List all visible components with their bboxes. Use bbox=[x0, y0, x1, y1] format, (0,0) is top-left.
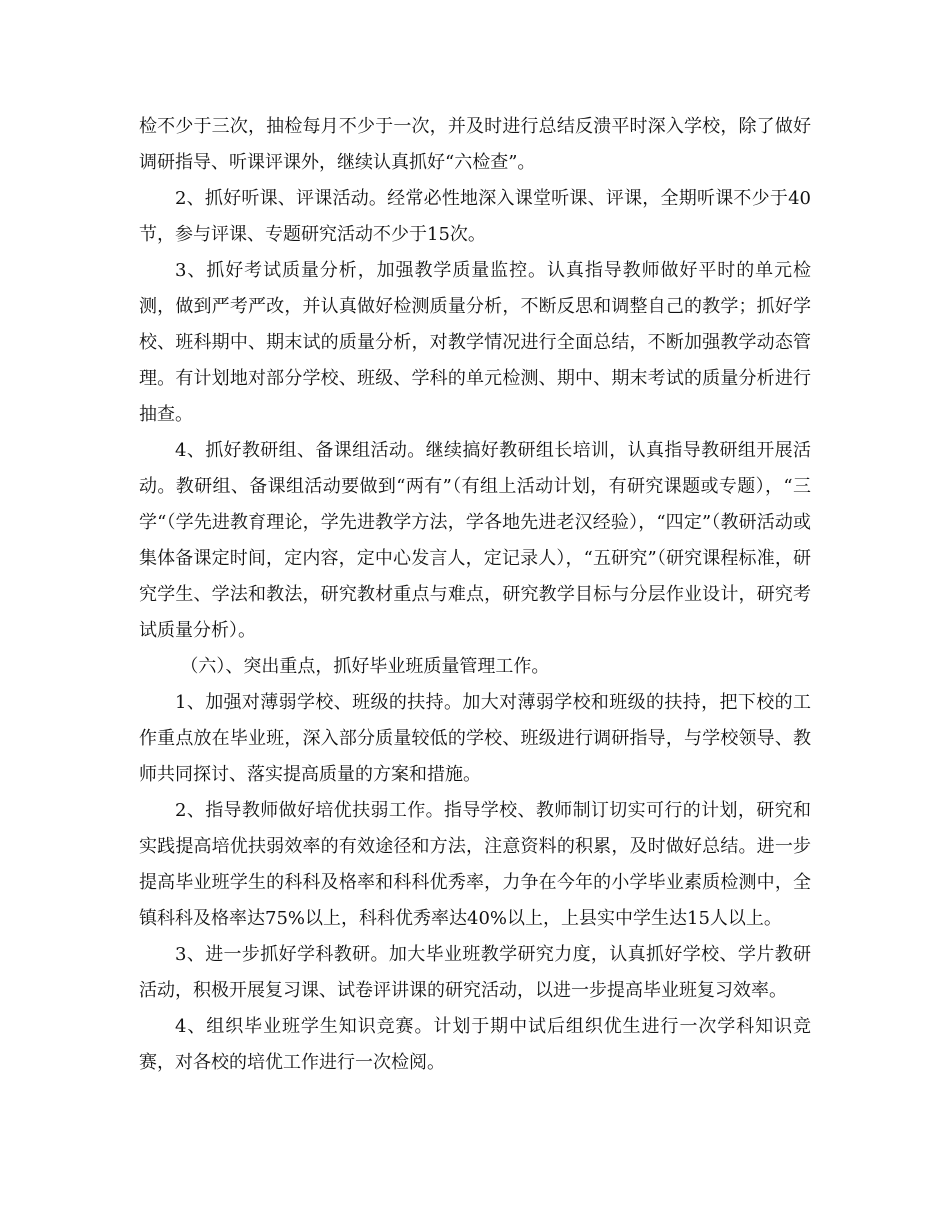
document-page bbox=[139, 109, 811, 1081]
paragraph-listening-evaluation: 2、抓好听课、评课活动。经常必性地深入课堂听课、评课，全期听课不少于40节，参与评课、专题研究活动不少于15次。 bbox=[139, 188, 811, 245]
paragraph-continued: 检不少于三次，抽检每月不少于一次，并及时进行总结反溃平时深入学校，除了做好调研指导、听课评课外，继续认真抓好“六检查”。 bbox=[139, 116, 811, 173]
paragraph-weak-schools-support: 1、加强对薄弱学校、班级的扶持。加大对薄弱学校和班级的扶持，把下校的工作重点放在毕业班，深入部分质量较低的学校、班级进行调研指导，与学校领导、教师共同探讨、落实提高质量的方案和措施。 bbox=[139, 692, 811, 785]
paragraph-subject-research: 3、进一步抓好学科教研。加大毕业班教学研究力度，认真抓好学校、学片教研活动，积极开展复习课、试卷评讲课的研究活动，以进一步提高毕业班复习效率。 bbox=[139, 944, 811, 1001]
section-heading-six: （六）、突出重点，抓好毕业班质量管理工作。 bbox=[180, 656, 550, 677]
paragraph-exam-analysis: 3、抓好考试质量分析，加强教学质量监控。认真指导教师做好平时的单元检测，做到严考严改，并认真做好检测质量分析，不断反思和调整自己的教学；抓好学校、班科期中、期末试的质量分析，对教学情况进行全面总结，不断加强教学动态管理。有计划地对部分学校、班级、学科的单元检测、期中、期末考试的质量分析进行抽查。 bbox=[139, 260, 811, 425]
paragraph-tutoring-work: 2、指导教师做好培优扶弱工作。指导学校、教师制订切实可行的计划，研究和实践提高培优扶弱效率的有效途径和方法，注意资料的积累，及时做好总结。进一步提高毕业班学生的科科及格率和科科优秀率，力争在今年的小学毕业素质检测中，全镇科科及格率达75%以上，科科优秀率达40%以上，上县实中学生达15人以上。 bbox=[139, 800, 811, 929]
paragraph-knowledge-contest: 4、组织毕业班学生知识竞赛。计划于期中试后组织优生进行一次学科知识竞赛，对各校的培优工作进行一次检阅。 bbox=[139, 1016, 811, 1073]
paragraph-teaching-groups: 4、抓好教研组、备课组活动。继续搞好教研组长培训，认真指导教研组开展活动。教研组、备课组活动要做到“两有”（有组上活动计划，有研究课题或专题），“三学“（学先进教育理论，学先进教学方法，学各地先进老汉经验），“四定”（教研活动或集体备课定时间，定内容，定中心发言人，定记录人），“五研究”（研究课程标准，研究学生、学法和教法，研究教材重点与难点，研究教学目标与分层作业设计，研究考试质量分析）。 bbox=[139, 440, 811, 641]
